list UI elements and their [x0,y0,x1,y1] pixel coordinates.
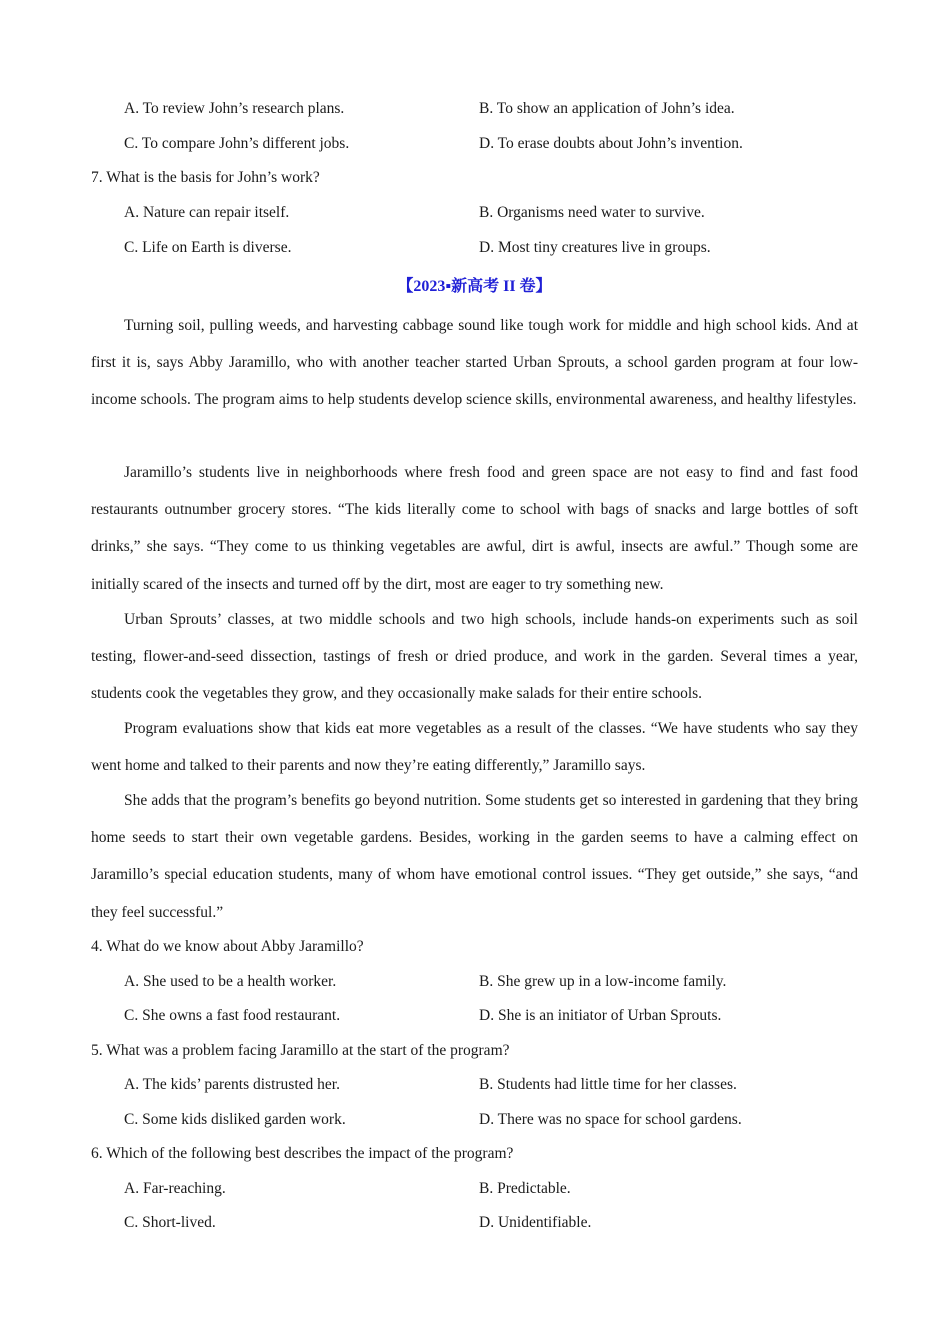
option-row [124,99,858,119]
option-row [124,203,858,223]
option-d: D. She is an initiator of Urban Sprouts. [479,1007,722,1024]
option-d: D. Unidentifiable. [479,1214,592,1231]
passage-paragraph-4: Program evaluations show that kids eat more vegetables as a result of the classes. “We have students who say they went home and talked to their parents and now they’re eating differently,” Jaramillo says. [91,720,858,775]
option-b: B. She grew up in a low-income family. [479,973,727,990]
option-a: A. To review John’s research plans. [124,100,345,117]
option-row [124,972,858,992]
question-5: 5. What was a problem facing Jaramillo at the start of the program? [91,1042,510,1059]
option-b: B. Students had little time for her classes. [479,1076,737,1093]
option-c: C. Life on Earth is diverse. [124,239,292,256]
passage-paragraph-2: Jaramillo’s students live in neighborhoods where fresh food and green space are not easy to find and fast food restaurants outnumber grocery stores. “The kids literally come to school with bags of snacks and large bottles of soft drinks,” she says. “They come to us thinking vegetables are awful, dirt is awful, insects are awful.” Though some are initially scared of the insects and turned off by the dirt, most are eager to try something new. [91,464,858,593]
option-c: C. She owns a fast food restaurant. [124,1007,341,1024]
option-row [124,134,858,154]
option-row [124,238,858,258]
option-c: C. Some kids disliked garden work. [124,1111,346,1128]
option-a: A. Far-reaching. [124,1180,226,1197]
option-c: C. Short-lived. [124,1214,216,1231]
option-d: D. Most tiny creatures live in groups. [479,239,711,256]
question-7: 7. What is the basis for John’s work? [91,169,320,186]
option-row [124,1006,858,1026]
option-c: C. To compare John’s different jobs. [124,135,350,152]
question-6: 6. Which of the following best describes the impact of the program? [91,1145,514,1162]
option-a: A. The kids’ parents distrusted her. [124,1076,340,1093]
option-row [124,1110,858,1130]
option-a: A. She used to be a health worker. [124,973,337,990]
section-title: 【2023▪新高考 II 卷】 [397,278,552,295]
option-d: D. To erase doubts about John’s invention. [479,135,743,152]
passage-paragraph-1: Turning soil, pulling weeds, and harvesting cabbage sound like tough work for middle and high school kids. And at first it is, says Abby Jaramillo, who with another teacher started Urban Sprouts, a school garden program at four low-income schools. The program aims to help students develop science skills, environmental awareness, and healthy lifestyles. [91,317,858,409]
option-b: B. To show an application of John’s idea. [479,100,735,117]
option-row [124,1179,858,1199]
option-b: B. Predictable. [479,1180,571,1197]
option-row [124,1213,858,1233]
option-a: A. Nature can repair itself. [124,204,290,221]
option-d: D. There was no space for school gardens. [479,1111,742,1128]
question-4: 4. What do we know about Abby Jaramillo? [91,938,364,955]
option-row [124,1075,858,1095]
passage-paragraph-5: She adds that the program’s benefits go beyond nutrition. Some students get so interested in gardening that they bring home seeds to start their own vegetable gardens. Besides, working in the garden seems to have a calming effect on Jaramillo’s special education students, many of whom have emotional control issues. “They get outside,” she says, “and they feel successful.” [91,792,858,921]
passage-paragraph-3: Urban Sprouts’ classes, at two middle schools and two high schools, include hands-on experiments such as soil testing, flower-and-seed dissection, tastings of fresh or dried produce, and work in the garden. Several times a year, students cook the vegetables they grow, and they occasionally make salads for their entire schools. [91,611,858,703]
option-b: B. Organisms need water to survive. [479,204,705,221]
